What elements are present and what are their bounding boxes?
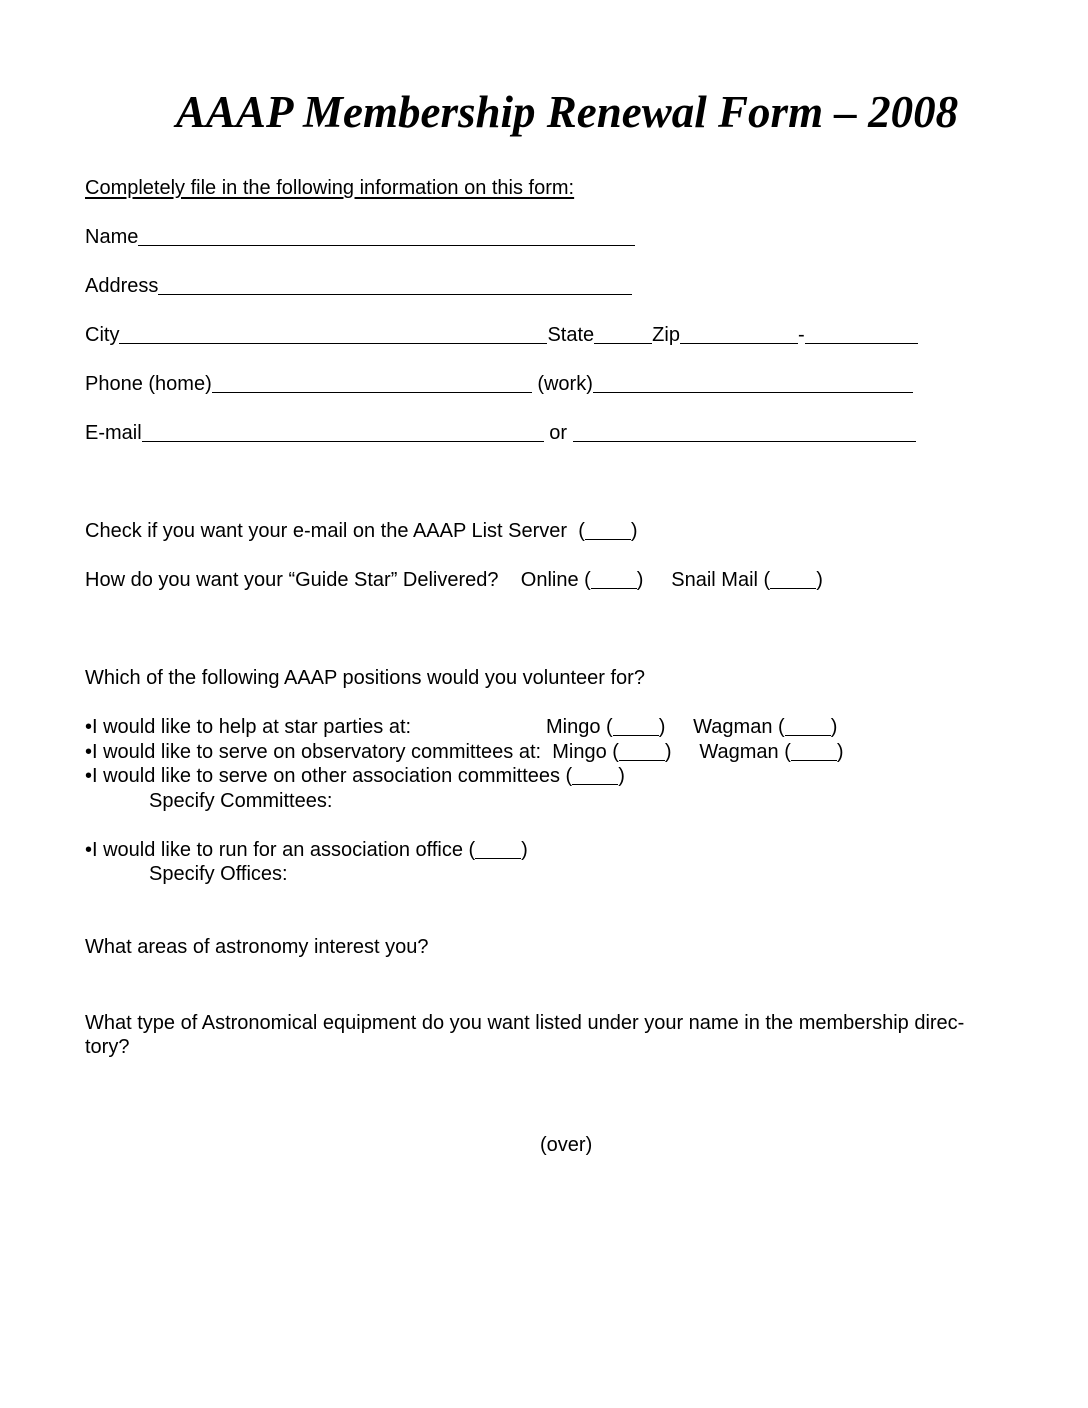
city-field[interactable] xyxy=(119,324,547,344)
star-parties-mingo-label: Mingo ( xyxy=(546,716,613,738)
snail-mail-close-paren: ) xyxy=(816,569,823,591)
star-parties-text: •I would like to help at star parties at: xyxy=(85,716,412,738)
observatory-mingo-checkbox[interactable] xyxy=(619,741,665,761)
specify-offices-label: Specify Offices: xyxy=(149,863,288,885)
observatory-mingo-label: Mingo ( xyxy=(552,741,619,763)
office-text: •I would like to run for an association office ( xyxy=(85,839,476,861)
snail-mail-checkbox[interactable] xyxy=(770,569,816,589)
other-committees-checkbox[interactable] xyxy=(572,765,618,785)
list-server-row xyxy=(85,519,638,543)
other-committees-text: •I would like to serve on other association committees ( xyxy=(85,765,573,787)
astronomy-interest-question: What areas of astronomy interest you? xyxy=(85,936,429,958)
list-server-question: Check if you want your e-mail on the AAAP List Server xyxy=(85,520,568,542)
snail-mail-label: Snail Mail ( xyxy=(671,569,771,591)
phone-home-label: Phone (home) xyxy=(85,373,212,395)
email-field[interactable] xyxy=(142,422,544,442)
list-server-close-paren: ) xyxy=(630,520,638,542)
email-row xyxy=(85,421,916,445)
zip-separator: - xyxy=(797,324,805,346)
star-parties-mingo-checkbox[interactable] xyxy=(613,716,659,736)
observatory-wagman-close: ) xyxy=(836,741,844,763)
address-row xyxy=(85,274,632,298)
equipment-question-line2: tory? xyxy=(85,1036,130,1058)
phone-home-field[interactable] xyxy=(212,373,532,393)
equipment-question-line1: What type of Astronomical equipment do you want listed under your name in the membership direc- xyxy=(85,1012,965,1034)
star-parties-wagman-checkbox[interactable] xyxy=(785,716,831,736)
office-close: ) xyxy=(521,839,528,861)
footer-over: (over) xyxy=(540,1134,593,1156)
list-server-checkbox[interactable] xyxy=(585,520,631,540)
star-parties-wagman-close: ) xyxy=(830,716,838,738)
office-row xyxy=(85,838,528,862)
zip-field[interactable] xyxy=(680,324,798,344)
star-parties-options xyxy=(546,715,837,739)
form-title: AAAP Membership Renewal Form – 2008 xyxy=(175,87,959,137)
other-committees-close: ) xyxy=(618,765,625,787)
online-close-paren: ) xyxy=(636,569,644,591)
online-label: Online ( xyxy=(520,569,591,591)
city-state-zip-row xyxy=(85,323,918,347)
star-parties-row xyxy=(85,715,411,739)
zip-extension-field[interactable] xyxy=(805,324,918,344)
state-field[interactable] xyxy=(594,324,652,344)
phone-row xyxy=(85,372,913,396)
address-label: Address xyxy=(85,275,159,297)
instructions-text: Completely file in the following information on this form: xyxy=(85,177,575,199)
observatory-text: •I would like to serve on observatory committees at: xyxy=(85,741,542,763)
observatory-wagman-checkbox[interactable] xyxy=(791,741,837,761)
name-row xyxy=(85,225,635,249)
online-checkbox[interactable] xyxy=(591,569,637,589)
name-field[interactable] xyxy=(138,226,635,246)
email-label: E-mail xyxy=(85,422,142,444)
email-alt-field[interactable] xyxy=(573,422,916,442)
observatory-wagman-label: Wagman ( xyxy=(699,741,791,763)
observatory-mingo-close: ) xyxy=(664,741,672,763)
guide-star-question: How do you want your “Guide Star” Delivered? xyxy=(85,569,499,591)
guide-star-row xyxy=(85,568,823,592)
other-committees-row xyxy=(85,764,625,788)
star-parties-mingo-close: ) xyxy=(658,716,666,738)
list-server-open-paren: ( xyxy=(578,520,585,542)
office-checkbox[interactable] xyxy=(475,839,521,859)
address-field[interactable] xyxy=(158,275,632,295)
name-label: Name xyxy=(85,226,139,248)
email-or-label: or xyxy=(549,422,568,444)
phone-work-field[interactable] xyxy=(593,373,913,393)
state-label: State xyxy=(547,324,595,346)
zip-label: Zip xyxy=(652,324,680,346)
observatory-row xyxy=(85,740,844,764)
volunteer-question: Which of the following AAAP positions would you volunteer for? xyxy=(85,667,645,689)
star-parties-wagman-label: Wagman ( xyxy=(693,716,785,738)
city-label: City xyxy=(85,324,120,346)
specify-committees-label: Specify Committees: xyxy=(149,790,333,812)
phone-work-label: (work) xyxy=(537,373,593,395)
